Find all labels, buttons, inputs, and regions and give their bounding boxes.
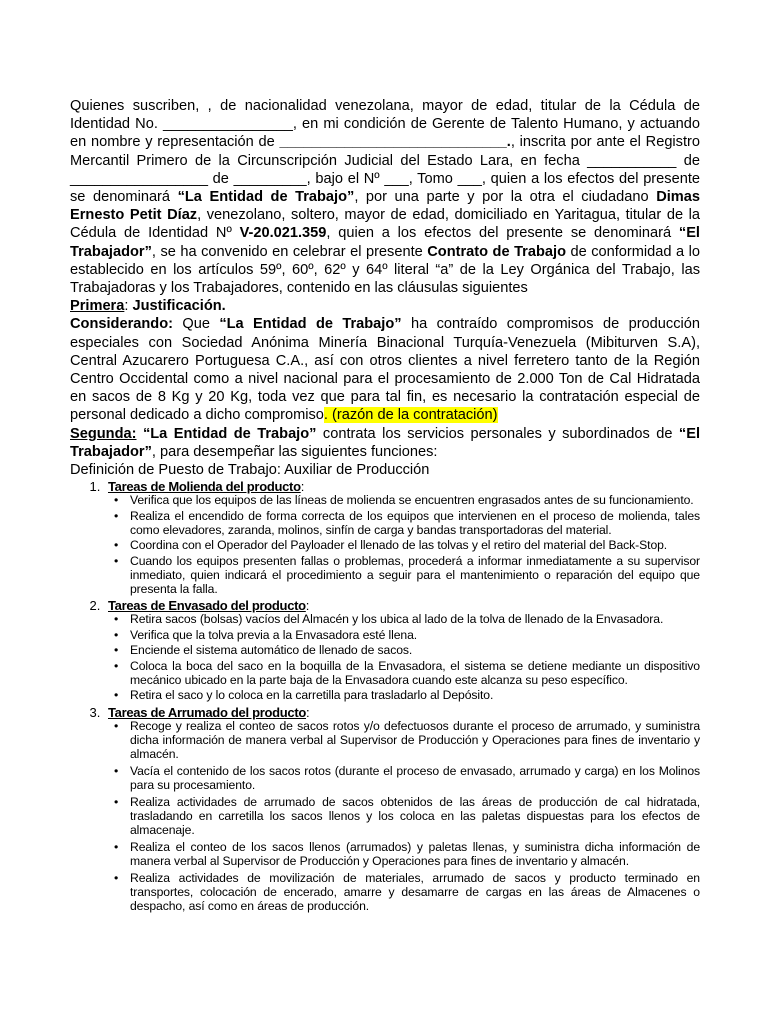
trabajador-term: “El Trabajador” [70, 425, 701, 460]
contrato-term: Contrato de Trabajo [427, 243, 566, 260]
contract-page [70, 97, 700, 917]
clause-label: Primera [70, 298, 125, 315]
intro-text-5: , quien a los efectos del presente se denominará [326, 225, 679, 242]
entidad-term: “La Entidad de Trabajo” [177, 189, 355, 206]
considerando-text-2: ha contraído compromisos de producción especiales con Sociedad Anónima Minería Binacional Turquía-Venezuela (Mibiturven S.A), Central Azucarero Portuguesa C.A., así con otros clientes a nivel ferretero tanto de la Región Centro Occidental como a nivel nacional para el procesamiento de 2.000 Ton de Cal Hidratada en sacos de 8 Kg y 20 Kg, toda vez que para tal fin, es necesario la contratación especial de personal dedicado a dicho compromiso [70, 316, 700, 424]
list-item: • Retira el saco y lo coloca en la carretilla para trasladarlo al Depósito. [130, 689, 700, 703]
highlighted-note: . (razón de la contratación) [323, 407, 498, 424]
intro-text-2: , inscrita por ante el Registro Mercantil Primero de la Circunscripción Judicial del Estado Lara, en fecha ___________ de _________________ de _________, bajo el Nº ___, Tomo ___, quien a los efectos del presente se denominará [70, 134, 700, 206]
intro-text-6: , se ha convenido en celebrar el presente [151, 243, 428, 260]
task-items [108, 494, 700, 596]
list-item: • Cuando los equipos presenten fallas o problemas, procederá a informar inmediatamente a su supervisor inmediato, quien indicará el procedimiento a seguir para el mantenimiento o reparación del equipo que presenta la falla. [130, 555, 700, 597]
list-item: • Coordina con el Operador del Payloader el llenado de las tolvas y el retiro del material del Back-Stop. [130, 539, 700, 553]
task-group-title: Tareas de Arrumado del producto [108, 704, 307, 720]
clause-label: Segunda: [70, 425, 137, 442]
entidad-term: “La Entidad de Trabajo” [219, 316, 402, 333]
job-definition: Definición de Puesto de Trabajo: Auxiliar de Producción [70, 462, 430, 479]
task-items [108, 613, 700, 703]
task-group-title: Tareas de Molienda del producto [108, 479, 301, 495]
task-group-colon: : [300, 479, 305, 495]
list-item: • Realiza el encendido de forma correcta de los equipos que intervienen en el proceso de molienda, tales como elevadores, zaranda, molinos, sinfín de carga y bandas transportadoras del material. [130, 510, 700, 538]
segunda-text-3: , para desempeñar las siguientes funciones: [151, 443, 438, 460]
segunda-text-2: contrata los servicios personales y subordinados de [316, 425, 679, 442]
company-name-blank: ____________________________. [279, 134, 511, 151]
list-item: • Coloca la boca del saco en la boquilla de la Envasadora, el sistema se detiene mediante un dispositivo mecánico ubicado en la parte baja de la Envasadora cuando este alcanza su peso específico. [130, 660, 700, 688]
task-group-colon: : [305, 598, 310, 614]
list-item: • Vacía el contenido de los sacos rotos (durante el proceso de envasado, arrumado y carga) en los Molinos para su procesamiento. [130, 765, 700, 793]
considerando-text-1: Que [172, 316, 220, 333]
task-list [70, 479, 700, 914]
trabajador-term: “El Trabajador” [70, 225, 700, 260]
worker-name: Dimas Ernesto Petit Díaz [70, 189, 700, 224]
task-group-envasado [104, 598, 700, 703]
intro-text-4: , venezolano, soltero, mayor de edad, domiciliado en Yaritagua, titular de la Cédula de Identidad Nº [70, 207, 700, 242]
entidad-term: “La Entidad de Trabajo” [142, 425, 317, 442]
intro-text-7: de conformidad a lo establecido en los artículos 59º, 60º, 62º y 64º literal “a” de la Ley Orgánica del Trabajo, las Trabajadoras y los Trabajadores, contenido en las cláusulas siguientes [70, 243, 700, 297]
intro-text-3: , por una parte y por la otra el ciudadano [354, 189, 657, 206]
list-item: • Retira sacos (bolsas) vacíos del Almacén y los ubica al lado de la tolva de llenado de la Envasadora. [130, 613, 700, 627]
intro-paragraph [70, 97, 700, 297]
task-group-molienda [104, 479, 700, 596]
list-item: • Realiza el conteo de los sacos llenos (arrumados) y paletas llenas, y suministra dicha información de manera verbal al Supervisor de Producción y Operaciones para fines de inventario y almacén. [130, 841, 700, 869]
task-group-arrumado [104, 705, 700, 914]
clause-title: Justificación. [132, 298, 226, 315]
list-item: • Verifica que la tolva previa a la Envasadora esté llena. [130, 629, 700, 643]
clause-primera-heading [70, 297, 700, 315]
list-item: • Realiza actividades de movilización de materiales, arrumado de sacos y producto terminado en transportes, colocación de encerado, amarre y desamarre de cargas en las áreas de Almacenes o despacho, así como en áreas de producción. [130, 872, 700, 914]
clause-separator: : [124, 298, 133, 315]
list-item: • Enciende el sistema automático de llenado de sacos. [130, 644, 700, 658]
task-items [108, 720, 700, 914]
list-item: • Realiza actividades de arrumado de sacos obtenidos de las áreas de producción de cal hidratada, trasladando en carretilla los sacos llenos y los coloca en las paletas dispuestas para los efectos de almacenaje. [130, 796, 700, 838]
intro-text-1: Quienes suscriben, , de nacionalidad venezolana, mayor de edad, titular de la Cédula de Identidad No. ________________, en mi condición de Gerente de Talento Humano, y actuando en nombre y representación de [70, 98, 700, 151]
clause-segunda-paragraph [70, 425, 700, 461]
task-group-title: Tareas de Envasado del producto [108, 598, 306, 614]
list-item: • Recoge y realiza el conteo de sacos rotos y/o defectuosos durante el proceso de arrumado, y suministra dicha información de manera verbal al Supervisor de Producción y Operaciones para fines de inventario y almacén. [130, 720, 700, 762]
considerando-label: Considerando: [70, 316, 173, 333]
list-item: • Verifica que los equipos de las líneas de molienda se encuentren engrasados antes de su funcionamiento. [130, 494, 700, 508]
task-group-colon: : [306, 704, 310, 720]
worker-id: V-20.021.359 [239, 225, 327, 242]
considerando-paragraph [70, 315, 700, 424]
